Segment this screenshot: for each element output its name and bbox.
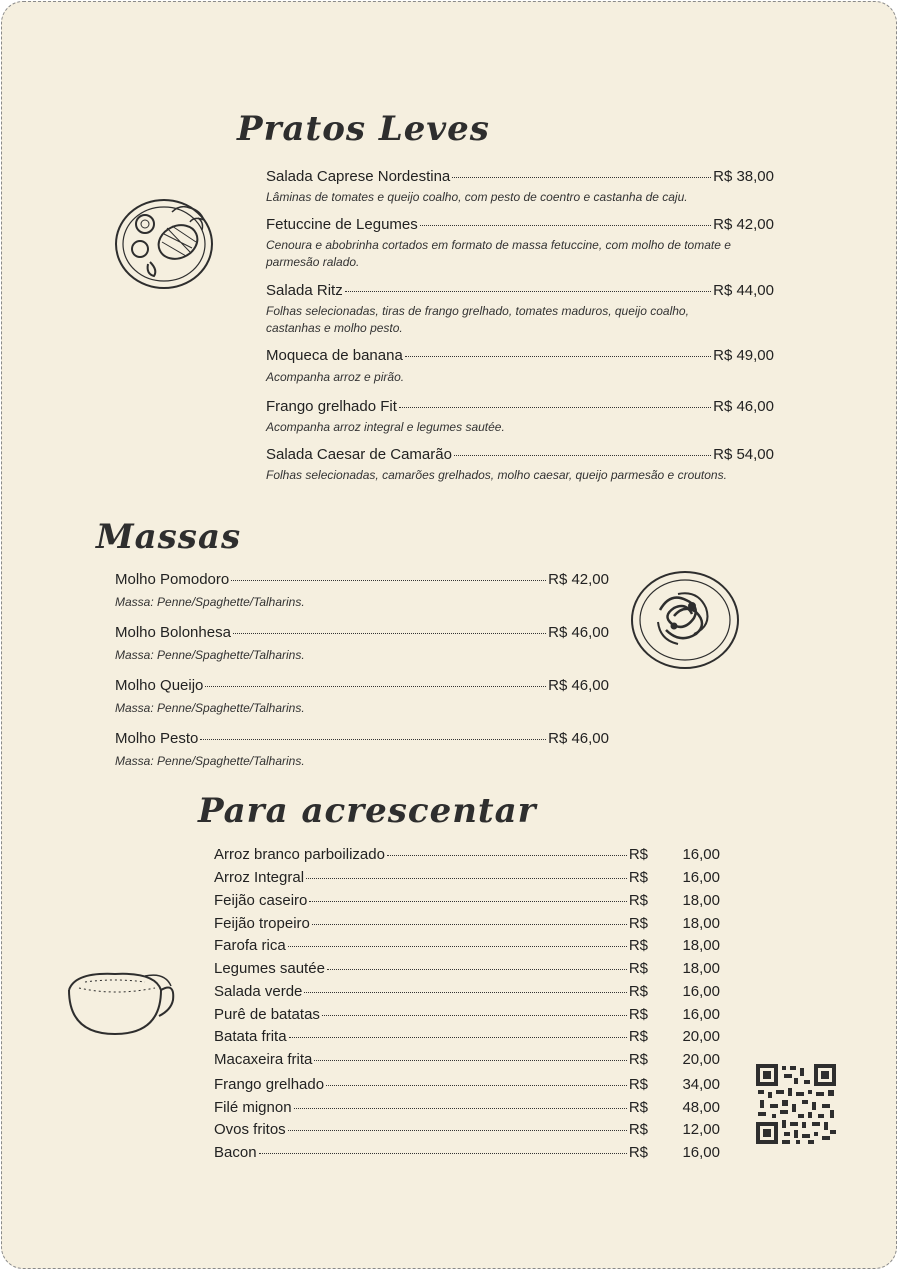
item-name: Moqueca de banana	[266, 347, 403, 364]
addon-currency: R$	[628, 1099, 648, 1116]
addon-item-row	[214, 846, 720, 863]
menu-item-row	[266, 216, 774, 233]
leader-dots	[233, 633, 546, 634]
leader-dots	[452, 177, 711, 178]
addon-price: 16,00	[682, 869, 720, 886]
addon-item-row	[214, 892, 720, 909]
item-price: R$ 46,00	[548, 624, 609, 641]
addon-price: 12,00	[682, 1121, 720, 1138]
leader-dots	[345, 291, 711, 292]
item-description: Folhas selecionadas, tiras de frango grelhado, tomates maduros, queijo coalho, castanhas e molho pesto.	[266, 304, 689, 335]
pasta-bowl-icon	[630, 570, 740, 670]
addon-currency: R$	[628, 1144, 648, 1161]
leader-dots	[288, 946, 627, 947]
menu-item-row	[115, 730, 609, 747]
grilled-plate-icon	[112, 192, 222, 292]
addon-price: 20,00	[682, 1051, 720, 1068]
item-description: Massa: Penne/Spaghette/Talharins.	[115, 595, 305, 609]
item-name: Frango grelhado Fit	[266, 398, 397, 415]
menu-item-row	[266, 282, 774, 299]
leader-dots	[231, 580, 546, 581]
menu-item-row	[266, 446, 774, 463]
leader-dots	[314, 1060, 626, 1061]
menu-page	[1, 1, 897, 1269]
leader-dots	[288, 1130, 627, 1131]
addon-name: Feijão caseiro	[214, 892, 308, 909]
addon-name: Farofa rica	[214, 937, 286, 954]
item-price: R$ 46,00	[548, 677, 609, 694]
leader-dots	[205, 686, 546, 687]
addon-name: Feijão tropeiro	[214, 915, 310, 932]
addon-name: Bacon	[214, 1144, 257, 1161]
leader-dots	[304, 992, 626, 993]
section-title-pratos: Pratos Leves	[237, 109, 490, 149]
item-description: Folhas selecionadas, camarões grelhados, molho caesar, queijo parmesão e croutons.	[266, 468, 727, 482]
leader-dots	[327, 969, 627, 970]
item-name: Molho Bolonhesa	[115, 624, 231, 641]
menu-item-row	[266, 398, 774, 415]
addon-price: 20,00	[682, 1028, 720, 1045]
addon-price: 18,00	[682, 892, 720, 909]
item-price: R$ 46,00	[713, 398, 774, 415]
item-name: Fetuccine de Legumes	[266, 216, 418, 233]
addon-price: 18,00	[682, 915, 720, 932]
addon-item-row	[214, 915, 720, 932]
addon-name: Legumes sautée	[214, 960, 325, 977]
addon-name: Arroz branco parboilizado	[214, 846, 385, 863]
item-price: R$ 46,00	[548, 730, 609, 747]
item-price: R$ 42,00	[548, 571, 609, 588]
leader-dots	[294, 1108, 627, 1109]
addon-currency: R$	[628, 983, 648, 1000]
item-name: Molho Queijo	[115, 677, 204, 694]
addon-currency: R$	[628, 892, 648, 909]
item-description: Massa: Penne/Spaghette/Talharins.	[115, 648, 305, 662]
item-description: Acompanha arroz integral e legumes sautée.	[266, 420, 505, 434]
addon-price: 34,00	[682, 1076, 720, 1093]
addon-currency: R$	[628, 1076, 648, 1093]
addon-item-row	[214, 1051, 720, 1068]
item-price: R$ 44,00	[713, 282, 774, 299]
addon-item-row	[214, 937, 720, 954]
section-title-acrescentar: Para acrescentar	[198, 791, 537, 831]
leader-dots	[312, 924, 627, 925]
item-description: Lâminas de tomates e queijo coalho, com pesto de coentro e castanha de caju.	[266, 190, 688, 204]
addon-item-row	[214, 983, 720, 1000]
item-name: Molho Pomodoro	[115, 571, 230, 588]
leader-dots	[399, 407, 711, 408]
item-price: R$ 42,00	[713, 216, 774, 233]
item-name: Salada Ritz	[266, 282, 343, 299]
addon-price: 48,00	[682, 1099, 720, 1116]
addon-currency: R$	[628, 869, 648, 886]
leader-dots	[454, 455, 711, 456]
addon-price: 16,00	[682, 846, 720, 863]
leader-dots	[306, 878, 627, 879]
addon-currency: R$	[628, 1028, 648, 1045]
addon-name: Ovos fritos	[214, 1121, 286, 1138]
addon-currency: R$	[628, 1051, 648, 1068]
item-description: Cenoura e abobrinha cortados em formato de massa fetuccine, com molho de tomate e parmesão ralado.	[266, 238, 731, 269]
addon-price: 16,00	[682, 1006, 720, 1023]
leader-dots	[309, 901, 626, 902]
addon-price: 16,00	[682, 983, 720, 1000]
leader-dots	[405, 356, 711, 357]
addon-name: Salada verde	[214, 983, 303, 1000]
rice-bowl-icon	[65, 968, 177, 1038]
item-name: Molho Pesto	[115, 730, 199, 747]
addon-name: Macaxeira frita	[214, 1051, 313, 1068]
addon-currency: R$	[628, 937, 648, 954]
addon-item-row	[214, 1099, 720, 1116]
addon-item-row	[214, 1121, 720, 1138]
item-description: Massa: Penne/Spaghette/Talharins.	[115, 754, 305, 768]
leader-dots	[387, 855, 627, 856]
addon-item-row	[214, 1144, 720, 1161]
item-price: R$ 54,00	[713, 446, 774, 463]
addon-item-row	[214, 1006, 720, 1023]
qr-code-icon	[756, 1064, 836, 1144]
leader-dots	[326, 1085, 627, 1086]
item-name: Salada Caprese Nordestina	[266, 168, 451, 185]
leader-dots	[200, 739, 546, 740]
addon-currency: R$	[628, 846, 648, 863]
section-title-massas: Massas	[96, 517, 242, 557]
leader-dots	[420, 225, 711, 226]
leader-dots	[322, 1015, 627, 1016]
addon-item-row	[214, 960, 720, 977]
addon-name: Arroz Integral	[214, 869, 305, 886]
leader-dots	[259, 1153, 627, 1154]
menu-item-row	[115, 624, 609, 641]
addon-price: 18,00	[682, 937, 720, 954]
item-description: Massa: Penne/Spaghette/Talharins.	[115, 701, 305, 715]
addon-name: Purê de batatas	[214, 1006, 320, 1023]
leader-dots	[289, 1037, 627, 1038]
addon-currency: R$	[628, 1006, 648, 1023]
addon-name: Frango grelhado	[214, 1076, 325, 1093]
addon-item-row	[214, 1076, 720, 1093]
menu-item-row	[115, 677, 609, 694]
menu-item-row	[266, 347, 774, 364]
item-description: Acompanha arroz e pirão.	[266, 370, 405, 384]
addon-currency: R$	[628, 1121, 648, 1138]
addon-item-row	[214, 1028, 720, 1045]
addon-name: Filé mignon	[214, 1099, 292, 1116]
addon-price: 16,00	[682, 1144, 720, 1161]
menu-item-row	[115, 571, 609, 588]
addon-name: Batata frita	[214, 1028, 287, 1045]
addon-price: 18,00	[682, 960, 720, 977]
item-name: Salada Caesar de Camarão	[266, 446, 452, 463]
item-price: R$ 49,00	[713, 347, 774, 364]
addon-currency: R$	[628, 960, 648, 977]
addon-item-row	[214, 869, 720, 886]
menu-item-row	[266, 168, 774, 185]
item-price: R$ 38,00	[713, 168, 774, 185]
addon-currency: R$	[628, 915, 648, 932]
